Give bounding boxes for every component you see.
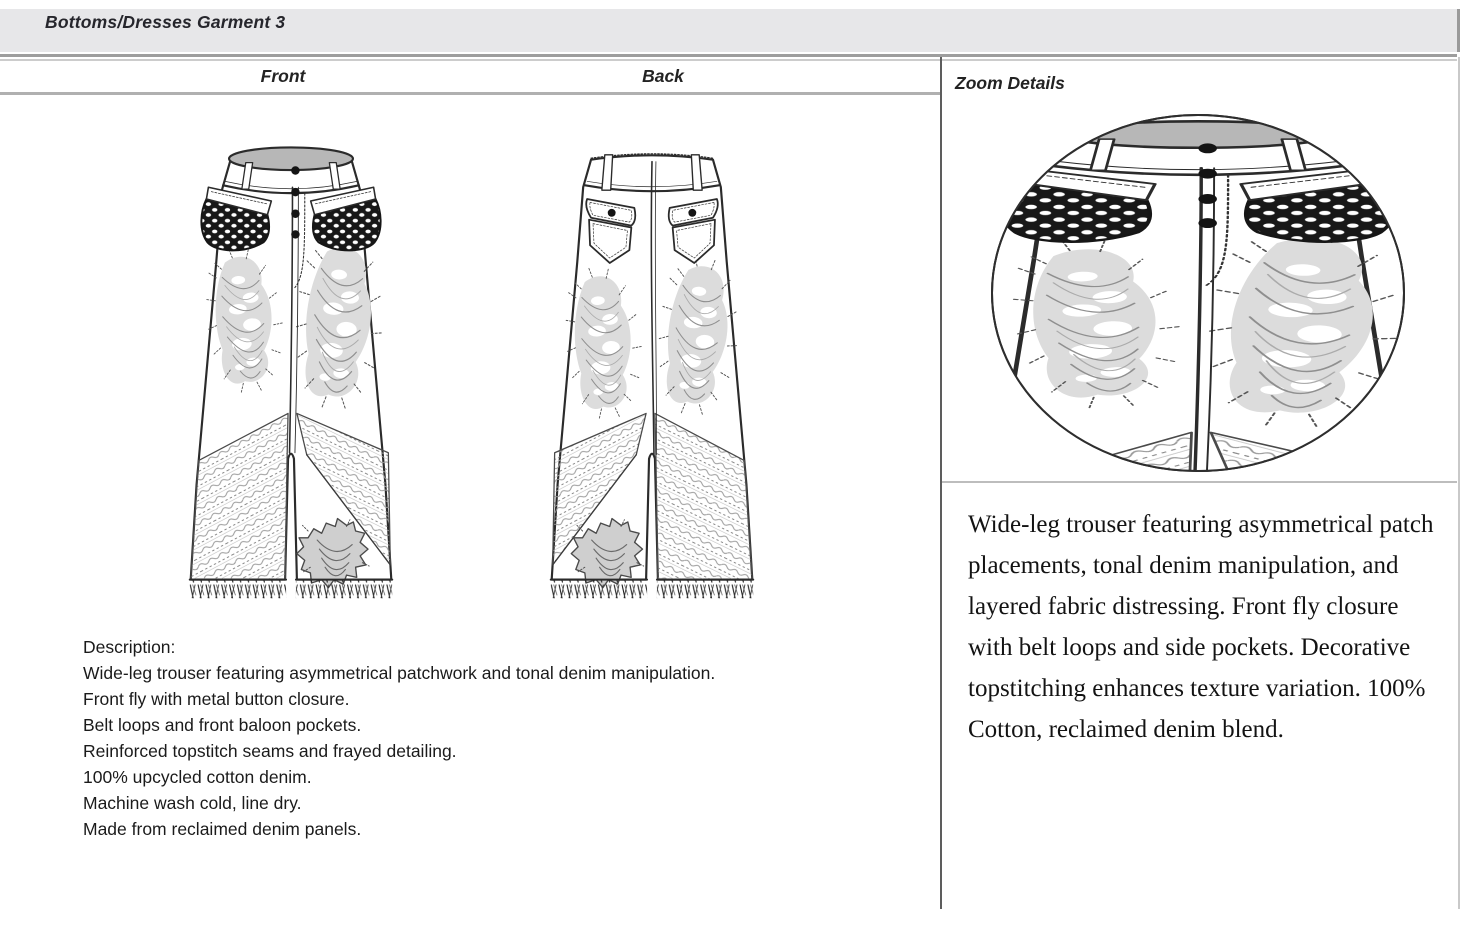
description-line: 100% upcycled cotton denim. <box>83 767 312 787</box>
zoom-description: Wide-leg trouser featuring asymmetrical patch placements, tonal denim manipulation, and layered fabric distressing. Front fly closure with belt loops and side pockets. Decorative topstitching enhances texture variation. 100% Cotton, reclaimed denim blend. <box>968 511 1434 743</box>
back-view-drawing <box>534 139 770 617</box>
description-block <box>83 634 715 842</box>
front-view-drawing <box>173 139 409 617</box>
zoom-panel-divider <box>942 481 1457 483</box>
description-line: Machine wash cold, line dry. <box>83 793 302 813</box>
header-rule-bottom <box>0 59 1457 61</box>
right-border <box>1458 57 1460 909</box>
front-view-label: Front <box>260 66 306 86</box>
description-line: Reinforced topstitch seams and frayed detailing. <box>83 741 457 761</box>
panel-divider <box>940 57 942 909</box>
description-heading: Description: <box>83 637 176 657</box>
description-line: Front fly with metal button closure. <box>83 689 350 709</box>
page-title: Bottoms/Dresses Garment 3 <box>45 12 286 32</box>
description-line: Wide-leg trouser featuring asymmetrical patchwork and tonal denim manipulation. <box>83 663 716 683</box>
header-rule-top <box>0 54 1457 57</box>
description-line: Made from reclaimed denim panels. <box>83 819 362 839</box>
views-underline <box>0 92 941 95</box>
back-view-label: Back <box>642 66 684 86</box>
zoom-detail-drawing <box>988 111 1408 476</box>
zoom-details-title: Zoom Details <box>955 73 1065 93</box>
description-line: Belt loops and front baloon pockets. <box>83 715 362 735</box>
